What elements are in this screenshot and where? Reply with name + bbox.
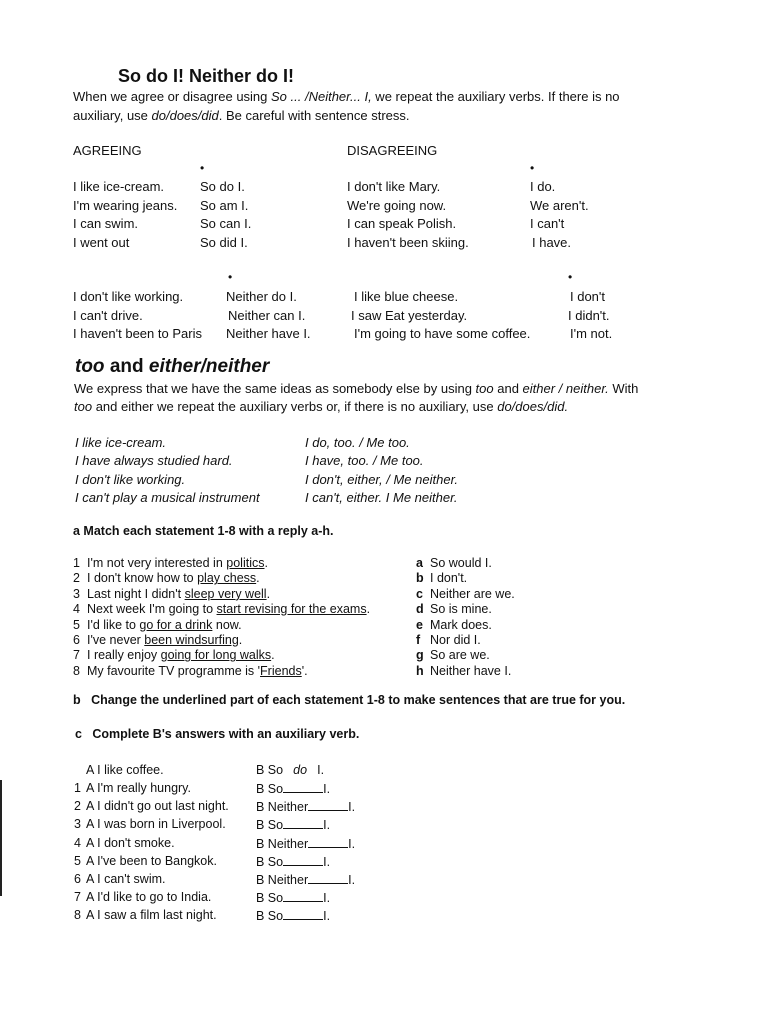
page-title: So do I! Neither do I! xyxy=(118,66,294,86)
exercise-letter: b xyxy=(73,693,81,707)
statement-text: . xyxy=(366,602,371,617)
speaker-a-line: A I don't smoke. xyxy=(86,835,175,850)
para-text: With xyxy=(608,381,639,396)
intro-italic: do/does/did xyxy=(151,108,219,123)
item-number: 8 xyxy=(74,908,81,923)
reply-letter: b xyxy=(416,571,424,586)
statement-text: I don't know how to xyxy=(87,571,198,586)
section-heading xyxy=(75,356,269,378)
exercise-text: Complete B's answers with an auxiliary verb. xyxy=(92,727,360,741)
stress-mark: • xyxy=(530,161,535,175)
statement-item xyxy=(73,571,260,585)
speaker-b-line xyxy=(256,872,355,887)
section-paragraph-line-2 xyxy=(74,397,568,416)
example-answer: do xyxy=(293,763,308,777)
underlined-phrase: play chess xyxy=(197,571,257,586)
reply: So do I. xyxy=(200,179,245,194)
statement-text: I'd like to xyxy=(87,617,140,632)
answer-prefix: B Neither xyxy=(256,836,309,851)
reply-letter: c xyxy=(416,586,423,601)
statement-number: 6 xyxy=(73,633,80,647)
stress-mark: • xyxy=(568,270,573,284)
statement-text: . xyxy=(271,648,275,663)
underlined-phrase: going for long walks xyxy=(160,648,272,663)
answer-suffix: I. xyxy=(317,763,325,777)
heading-text: and xyxy=(104,356,149,377)
statement-text: I'm not very interested in xyxy=(87,556,227,570)
statement: I don't like Mary. xyxy=(347,179,441,194)
exercise-a-heading: a Match each statement 1-8 with a reply a-h. xyxy=(73,524,334,538)
underlined-phrase: Friends xyxy=(260,663,302,678)
reply-text: So would I. xyxy=(430,556,492,570)
reply: I'm not. xyxy=(570,326,613,341)
statement: I'm going to have some coffee. xyxy=(354,326,531,341)
intro-line-2 xyxy=(73,106,410,125)
reply-text: Mark does. xyxy=(430,617,492,632)
speaker-b-line xyxy=(256,854,330,869)
item-number: 1 xyxy=(74,781,81,795)
heading-italic: too xyxy=(75,356,105,377)
item-number: 7 xyxy=(74,890,81,905)
reply-item xyxy=(416,664,511,678)
speaker-a-line: A I'm really hungry. xyxy=(86,781,191,795)
statement-text: My favourite TV programme is ' xyxy=(87,663,261,678)
answer-blank[interactable] xyxy=(283,854,323,866)
example-reply: I can't, either. I Me neither. xyxy=(305,489,458,505)
speaker-a-line: A I was born in Liverpool. xyxy=(86,817,226,832)
statement-text: '. xyxy=(301,663,308,678)
answer-suffix: I. xyxy=(348,873,356,887)
intro-text: auxiliary, use xyxy=(73,108,152,123)
example-reply: I do, too. / Me too. xyxy=(305,435,410,450)
answer-prefix: B Neither xyxy=(256,873,309,887)
reply: So can I. xyxy=(200,216,252,231)
answer-blank[interactable] xyxy=(283,890,323,902)
exercise-b-instruction xyxy=(73,693,625,707)
example-statement: I don't like working. xyxy=(75,471,186,487)
statement-text: . xyxy=(264,556,268,570)
item-number: 2 xyxy=(74,799,81,814)
reply-item xyxy=(416,587,515,601)
speaker-a-line: A I'd like to go to India. xyxy=(86,890,212,905)
intro-italic: So ... /Neither... I, xyxy=(271,89,372,104)
speaker-b-line xyxy=(256,817,330,832)
statement-number: 1 xyxy=(73,556,80,570)
answer-suffix: I. xyxy=(348,800,356,815)
para-italic: too xyxy=(475,381,494,396)
statement-text: . xyxy=(238,633,243,647)
speaker-a-line: A I've been to Bangkok. xyxy=(86,853,217,868)
reply: We aren't. xyxy=(530,197,589,213)
intro-text: When we agree or disagree using xyxy=(73,89,272,104)
reply-item xyxy=(416,556,492,570)
para-text: and xyxy=(493,381,523,396)
statement-item xyxy=(73,664,308,678)
intro-text: we repeat the auxiliary verbs. If there is no xyxy=(371,89,620,104)
statement-number: 3 xyxy=(73,586,80,601)
item-number: 5 xyxy=(74,853,81,868)
answer-prefix: B So xyxy=(256,818,284,833)
reply: So am I. xyxy=(200,197,249,213)
reply-item xyxy=(416,571,467,585)
statement-item xyxy=(73,648,275,662)
reply-item xyxy=(416,602,492,616)
reply: Neither do I. xyxy=(226,289,297,304)
answer-prefix: B Neither xyxy=(256,800,309,815)
statement-text: Last night I didn't xyxy=(87,586,185,601)
statement: We're going now. xyxy=(347,197,447,213)
reply: I didn't. xyxy=(568,307,610,323)
statement-number: 5 xyxy=(73,617,80,632)
statement-item xyxy=(73,618,242,632)
reply-text: I don't. xyxy=(430,571,468,586)
reply: I have. xyxy=(532,234,572,250)
reply-text: So are we. xyxy=(430,648,490,663)
reply-letter: h xyxy=(416,663,424,678)
example-statement: I can't play a musical instrument xyxy=(75,489,260,505)
underlined-phrase: start revising for the exams xyxy=(216,602,367,617)
answer-suffix: I. xyxy=(323,854,331,869)
example-reply: I have, too. / Me too. xyxy=(305,453,424,469)
statement: I don't like working. xyxy=(73,289,184,304)
reply-text: So is mine. xyxy=(430,602,492,617)
statement-number: 4 xyxy=(73,602,80,617)
speaker-b-line xyxy=(256,890,330,905)
reply-letter: g xyxy=(416,648,424,663)
answer-blank[interactable] xyxy=(283,817,323,829)
answer-suffix: I. xyxy=(323,782,331,796)
answer-blank[interactable] xyxy=(308,872,348,884)
stress-mark: • xyxy=(228,270,233,284)
heading-italic: either/neither xyxy=(148,356,270,377)
speaker-b-line xyxy=(256,799,355,814)
reply-letter: f xyxy=(416,633,421,647)
answer-prefix: B So xyxy=(256,763,284,777)
speaker-b-line xyxy=(256,781,330,796)
exercise-letter: c xyxy=(75,727,82,741)
intro-text: . Be careful with sentence stress. xyxy=(218,108,410,123)
intro-line-1 xyxy=(73,87,620,106)
statement-text: Next week I'm going to xyxy=(87,602,217,617)
reply-item xyxy=(416,648,490,662)
reply-letter: e xyxy=(416,617,423,632)
stress-mark: • xyxy=(200,161,205,175)
statement-text: I've never xyxy=(87,633,145,647)
statement-number: 7 xyxy=(73,648,80,663)
answer-blank[interactable] xyxy=(283,908,323,920)
underlined-phrase: been windsurfing xyxy=(144,633,239,647)
statement: I saw Eat yesterday. xyxy=(351,307,468,323)
answer-suffix: I. xyxy=(348,836,356,851)
answer-blank[interactable] xyxy=(308,836,348,848)
answer-blank[interactable] xyxy=(308,799,348,811)
para-italic: too xyxy=(74,399,93,414)
item-number: 4 xyxy=(74,835,81,850)
speaker-b-line xyxy=(256,836,355,851)
exercise-text: Change the underlined part of each statement 1-8 to make sentences that are true for you. xyxy=(91,693,626,707)
statement: I can't drive. xyxy=(73,307,143,323)
para-italic: either / neither. xyxy=(522,381,609,396)
underlined-phrase: sleep very well xyxy=(184,586,267,601)
speaker-a-line: A I saw a film last night. xyxy=(86,908,217,923)
speaker-a-line: A I didn't go out last night. xyxy=(86,799,229,814)
reply: I don't xyxy=(570,289,606,304)
statement-text: now. xyxy=(212,617,242,632)
para-italic: do/does/did. xyxy=(497,399,569,414)
reply-text: Neither are we. xyxy=(430,586,515,601)
example-a: A I like coffee. xyxy=(86,763,164,777)
statement: I like blue cheese. xyxy=(354,289,459,304)
answer-prefix: B So xyxy=(256,782,284,796)
example-statement: I have always studied hard. xyxy=(75,453,233,469)
para-text: and either we repeat the auxiliary verbs or, if there is no auxiliary, use xyxy=(92,399,498,414)
reply-item xyxy=(416,633,481,647)
reply-text: Neither have I. xyxy=(430,663,512,678)
answer-prefix: B So xyxy=(256,891,284,906)
answer-suffix: I. xyxy=(323,818,331,833)
statement-text: . xyxy=(256,571,260,586)
statement-item xyxy=(73,633,242,647)
reply-letter: d xyxy=(416,602,424,617)
exercise-c-instruction xyxy=(75,727,359,741)
reply-item xyxy=(416,618,492,632)
answer-suffix: I. xyxy=(323,891,331,906)
example-b xyxy=(256,763,324,777)
example-statement: I like ice-cream. xyxy=(75,435,167,450)
section-paragraph-line-1 xyxy=(74,379,638,398)
answer-prefix: B So xyxy=(256,909,284,924)
reply: Neither can I. xyxy=(228,307,306,323)
answer-prefix: B So xyxy=(256,854,284,869)
statement-text: I really enjoy xyxy=(87,648,161,663)
statement: I'm wearing jeans. xyxy=(73,197,178,213)
reply: I do. xyxy=(530,179,556,194)
statement: I went out xyxy=(73,234,130,250)
answer-suffix: I. xyxy=(323,909,331,924)
answer-blank[interactable] xyxy=(283,781,323,793)
disagreeing-label: DISAGREEING xyxy=(347,143,438,158)
statement: I can speak Polish. xyxy=(347,216,457,231)
statement: I haven't been skiing. xyxy=(347,234,469,250)
reply: I can't xyxy=(530,216,565,231)
statement-item xyxy=(73,556,268,570)
item-number: 3 xyxy=(74,817,81,832)
statement-item xyxy=(73,602,370,616)
example-reply: I don't, either, / Me neither. xyxy=(305,471,459,487)
agreeing-label: AGREEING xyxy=(73,143,142,158)
statement-number: 2 xyxy=(73,571,80,586)
reply: Neither have I. xyxy=(226,326,311,341)
statement-text: . xyxy=(266,586,271,601)
speaker-a-line: A I can't swim. xyxy=(86,872,166,886)
underlined-phrase: go for a drink xyxy=(139,617,213,632)
statement: I like ice-cream. xyxy=(73,179,165,194)
item-number: 6 xyxy=(74,872,81,886)
para-text: We express that we have the same ideas as somebody else by using xyxy=(74,381,476,396)
statement-item xyxy=(73,587,270,601)
reply-letter: a xyxy=(416,556,423,570)
reply: So did I. xyxy=(200,234,248,250)
statement: I haven't been to Paris xyxy=(73,326,202,341)
margin-rule xyxy=(0,780,2,896)
statement-number: 8 xyxy=(73,663,80,678)
reply-text: Nor did I. xyxy=(430,633,481,647)
speaker-b-line xyxy=(256,908,330,923)
underlined-phrase: politics xyxy=(226,556,265,570)
statement: I can swim. xyxy=(73,216,139,231)
